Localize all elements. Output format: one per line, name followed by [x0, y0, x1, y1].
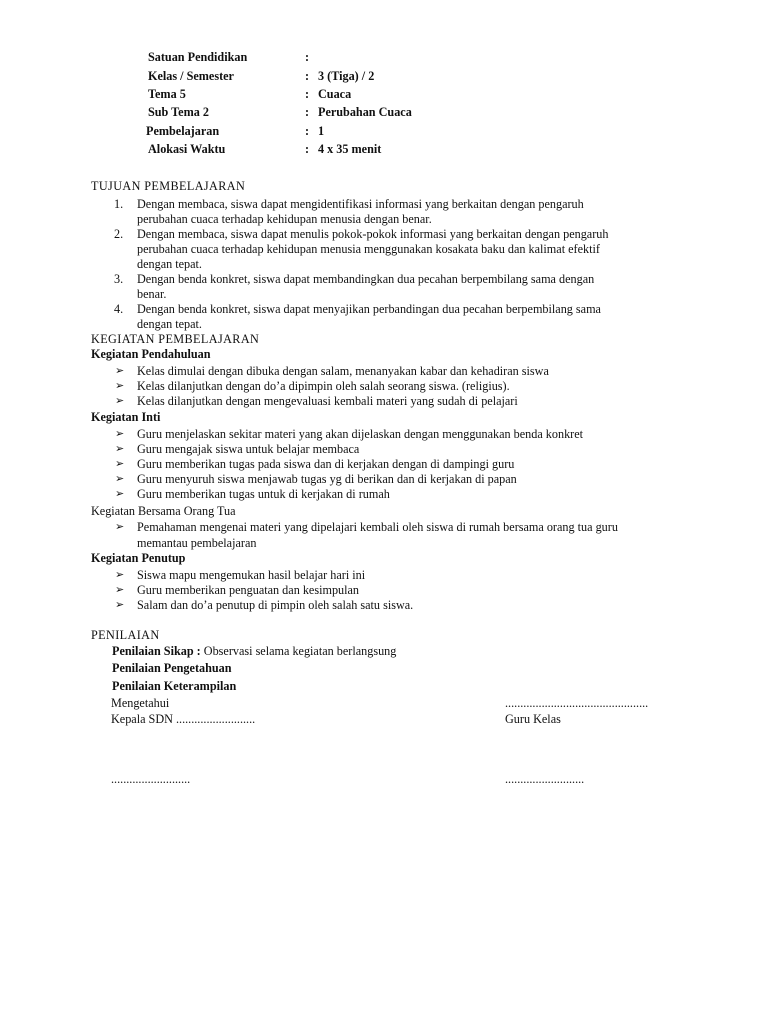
list-item-text: Dengan membaca, siswa dapat mengidentifikasi informasi yang berkaitan dengan pengaruh	[137, 197, 584, 211]
section-title-kegiatan: KEGIATAN PEMBELAJARAN	[91, 332, 260, 346]
list-item-text: Guru menyuruh siswa menjawab tugas yg di berikan dan di kerjakan di papan	[137, 472, 517, 486]
signature-mengetahui: Mengetahui	[111, 696, 170, 710]
signature-name-line-left: ..........................	[111, 772, 191, 786]
list-item-text: benar.	[137, 287, 167, 301]
section-title-penilaian: PENILAIAN	[91, 628, 160, 642]
arrow-bullet-icon: ➢	[115, 584, 125, 596]
arrow-bullet-icon: ➢	[115, 458, 125, 470]
penilaian-pengetahuan: Penilaian Pengetahuan	[112, 661, 232, 675]
section-title-tujuan: TUJUAN PEMBELAJARAN	[91, 179, 246, 193]
signature-kepala: Kepala SDN ..........................	[111, 712, 256, 726]
header-colon: :	[305, 87, 310, 101]
header-label-satuan: Satuan Pendidikan	[148, 50, 248, 64]
list-item-text: Dengan membaca, siswa dapat menulis pokok-pokok informasi yang berkaitan dengan pengaruh	[137, 227, 609, 241]
list-number: 1.	[114, 197, 124, 211]
signature-guru-kelas: Guru Kelas	[505, 712, 561, 726]
list-item-text: Siswa mapu mengemukan hasil belajar hari ini	[137, 568, 366, 582]
list-item-text: perubahan cuaca terhadap kehidupan menusia dengan benar.	[137, 212, 432, 226]
header-label-kelas: Kelas / Semester	[148, 69, 234, 83]
signature-name-line-right: ..........................	[505, 772, 585, 786]
penilaian-sikap-label: Penilaian Sikap :	[112, 644, 201, 658]
arrow-bullet-icon: ➢	[115, 521, 125, 533]
arrow-bullet-icon: ➢	[115, 380, 125, 392]
header-label-subtema: Sub Tema 2	[148, 105, 209, 119]
list-item-text: dengan tepat.	[137, 317, 202, 331]
list-item-text: Kelas dimulai dengan dibuka dengan salam, menanyakan kabar dan kehadiran siswa	[137, 364, 549, 378]
arrow-bullet-icon: ➢	[115, 443, 125, 455]
list-item-text: Guru memberikan tugas pada siswa dan di kerjakan dengan di dampingi guru	[137, 457, 515, 471]
arrow-bullet-icon: ➢	[115, 599, 125, 611]
list-item-text: Kelas dilanjutkan dengan mengevaluasi kembali materi yang sudah di pelajari	[137, 394, 518, 408]
header-colon: :	[305, 124, 310, 138]
header-label-pembelajaran: Pembelajaran	[146, 124, 220, 138]
list-item-text: Dengan benda konkret, siswa dapat menyajikan perbandingan dua pecahan berpembilang sama	[137, 302, 601, 316]
header-value-tema: Cuaca	[318, 87, 352, 101]
penilaian-keterampilan: Penilaian Keterampilan	[112, 679, 237, 693]
arrow-bullet-icon: ➢	[115, 488, 125, 500]
header-value-kelas: 3 (Tiga) / 2	[318, 69, 375, 83]
header-value-subtema: Perubahan Cuaca	[318, 105, 412, 119]
header-colon: :	[305, 105, 310, 119]
subsection-title-pendahuluan: Kegiatan Pendahuluan	[91, 347, 211, 361]
signature-date-line: ...............................................	[505, 696, 649, 710]
arrow-bullet-icon: ➢	[115, 569, 125, 581]
subsection-title-inti: Kegiatan Inti	[91, 410, 161, 424]
arrow-bullet-icon: ➢	[115, 473, 125, 485]
arrow-bullet-icon: ➢	[115, 395, 125, 407]
subsection-title-penutup: Kegiatan Penutup	[91, 551, 186, 565]
list-item-text: dengan tepat.	[137, 257, 202, 271]
subsection-title-orang-tua: Kegiatan Bersama Orang Tua	[91, 504, 236, 518]
list-item-text: perubahan cuaca terhadap kehidupan menusia menggunakan kosakata baku dan kalimat efektif	[137, 242, 600, 256]
list-item-text: Guru memberikan tugas untuk di kerjakan di rumah	[137, 487, 390, 501]
header-label-alokasi: Alokasi Waktu	[148, 142, 226, 156]
list-item-text: memantau pembelajaran	[137, 536, 257, 550]
list-item-text: Guru mengajak siswa untuk belajar membaca	[137, 442, 360, 456]
arrow-bullet-icon: ➢	[115, 428, 125, 440]
header-label-tema: Tema 5	[148, 87, 186, 101]
list-item-text: Guru menjelaskan sekitar materi yang akan dijelaskan dengan menggunakan benda konkret	[137, 427, 584, 441]
header-colon: :	[305, 69, 310, 83]
header-colon: :	[305, 142, 310, 156]
header-value-alokasi: 4 x 35 menit	[318, 142, 382, 156]
header-value-pembelajaran: 1	[318, 124, 325, 138]
arrow-bullet-icon: ➢	[115, 365, 125, 377]
list-number: 4.	[114, 302, 124, 316]
list-item-text: Kelas dilanjutkan dengan do’a dipimpin oleh salah seorang siswa. (religius).	[137, 379, 510, 393]
penilaian-sikap-value: Observasi selama kegiatan berlangsung	[203, 644, 397, 658]
list-item-text: Pemahaman mengenai materi yang dipelajari kembali oleh siswa di rumah bersama orang tua guru	[137, 520, 618, 534]
list-item-text: Guru memberikan penguatan dan kesimpulan	[137, 583, 360, 597]
list-item-text: Dengan benda konkret, siswa dapat membandingkan dua pecahan berpembilang sama dengan	[137, 272, 595, 286]
list-number: 3.	[114, 272, 124, 286]
header-colon: :	[305, 50, 310, 64]
list-number: 2.	[114, 227, 124, 241]
penilaian-sikap	[112, 644, 396, 659]
list-item-text: Salam dan do’a penutup di pimpin oleh salah satu siswa.	[137, 598, 414, 612]
